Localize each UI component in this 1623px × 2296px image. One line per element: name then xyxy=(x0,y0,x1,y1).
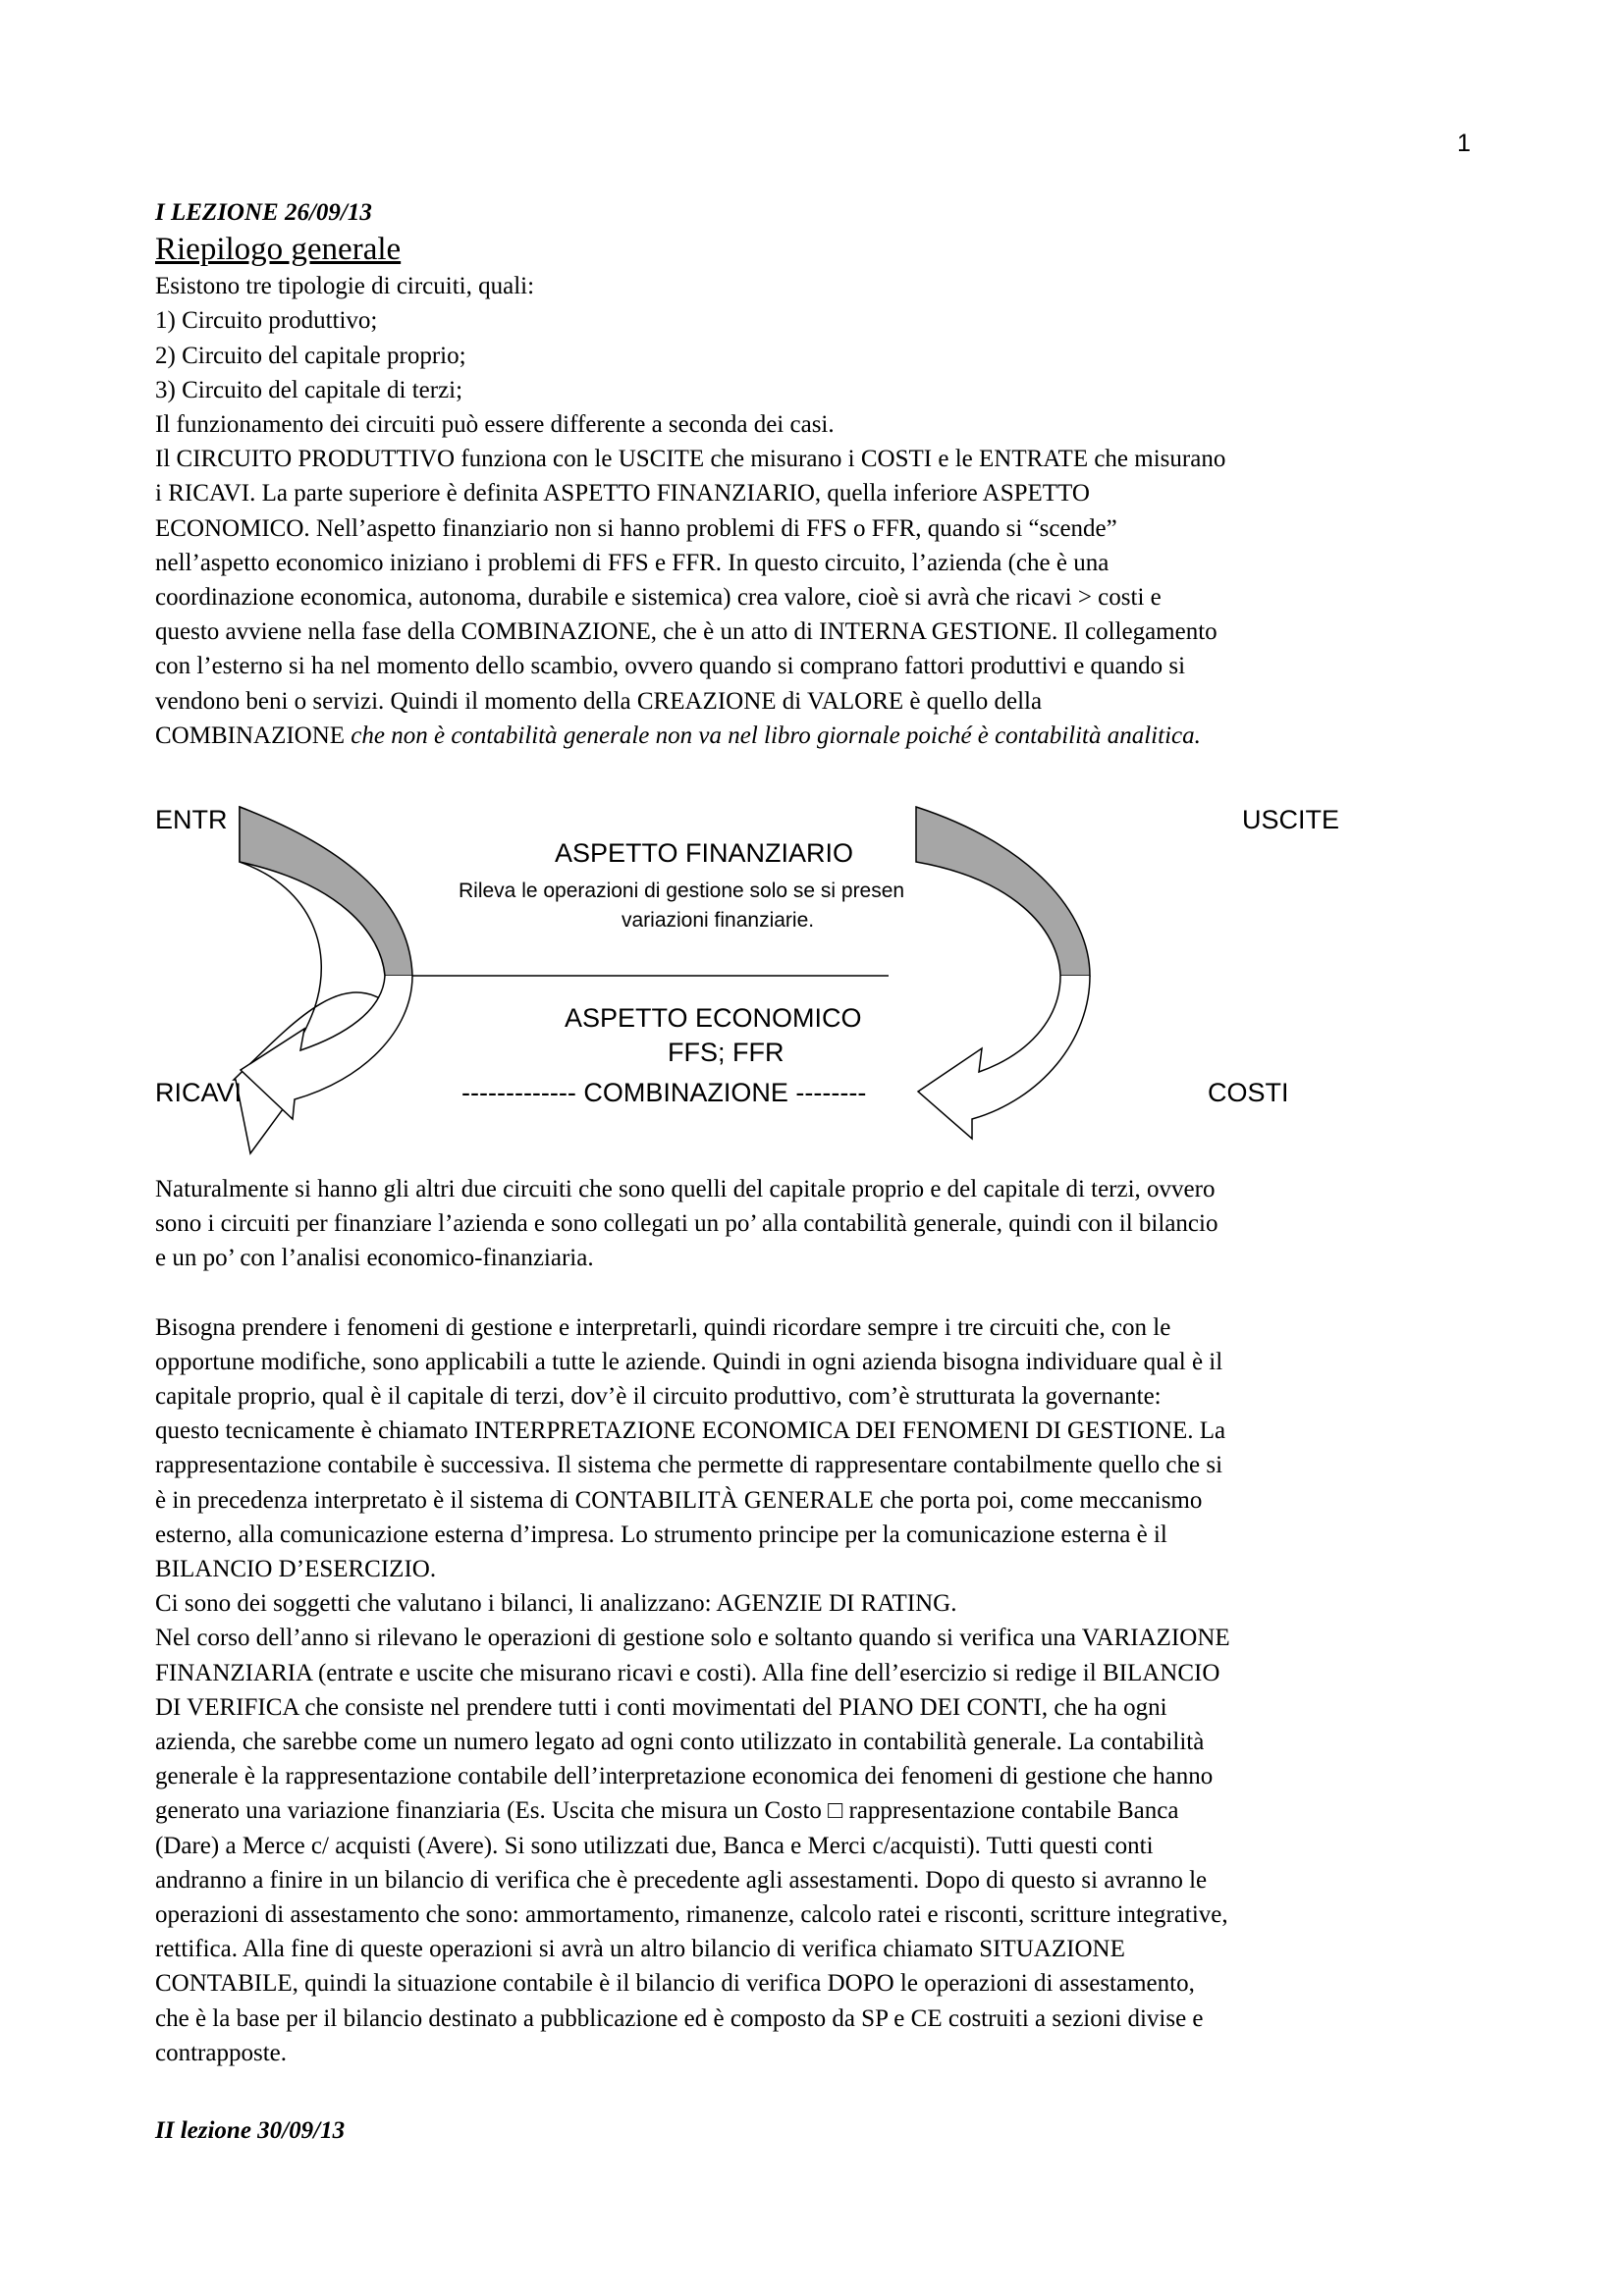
label-aspetto-economico: ASPETTO ECONOMICO xyxy=(565,1003,862,1033)
text-line: rettifica. Alla fine di queste operazioni si avrà un altro bilancio di verifica chiamato SITUAZIONE xyxy=(155,1936,1125,1963)
finanziario-note-line-2: variazioni finanziarie. xyxy=(622,909,815,932)
right-arrow-gray-band xyxy=(916,807,1090,976)
body-section xyxy=(155,1172,1490,2070)
combinazione-word: COMBINAZIONE xyxy=(155,721,352,749)
label-costi: COSTI xyxy=(1208,1078,1289,1107)
text-line: esterno, alla comunicazione esterna d’impresa. Lo strumento principe per la comunicazione esterna è il xyxy=(155,1521,1167,1548)
label-aspetto-finanziario: ASPETTO FINANZIARIO xyxy=(555,838,854,868)
text-line: opportune modifiche, sono applicabili a tutte le aziende. Quindi in ogni azienda bisogna individuare qual è il xyxy=(155,1348,1223,1375)
label-combinazione: ------------- COMBINAZIONE -------- xyxy=(461,1078,867,1107)
text-line: ECONOMICO. Nell’aspetto finanziario non si hanno problemi di FFS o FFR, quando si “scende” xyxy=(155,514,1117,542)
page-number: 1 xyxy=(1457,130,1471,157)
text-line: rappresentazione contabile è successiva. Il sistema che permette di rappresentare contabilmente quello che si xyxy=(155,1452,1223,1479)
label-entrate: ENTR xyxy=(155,805,228,834)
lesson-date-heading: I LEZIONE 26/09/13 xyxy=(155,199,372,226)
text-line: andranno a finire in un bilancio di verifica che è precedente agli assestamenti. Dopo di questo si avranno le xyxy=(155,1866,1208,1894)
text-line: i RICAVI. La parte superiore è definita ASPETTO FINANZIARIO, quella inferiore ASPETTO xyxy=(155,480,1090,507)
next-lesson-heading: II lezione 30/09/13 xyxy=(155,2117,346,2144)
text-line: questo avviene nella fase della COMBINAZIONE, che è un atto di INTERNA GESTIONE. Il collegamento xyxy=(155,618,1217,646)
text-line: Il funzionamento dei circuiti può essere differente a seconda dei casi. xyxy=(155,411,835,439)
text-line: 3) Circuito del capitale di terzi; xyxy=(155,376,463,403)
text-line: generale è la rappresentazione contabile dell’interpretazione economica dei fenomeni di gestione che hanno xyxy=(155,1763,1214,1790)
finanziario-note-line-1: Rileva le operazioni di gestione solo se si presen xyxy=(459,880,905,902)
text-line: è in precedenza interpretato è il sistema di CONTABILITÀ GENERALE che porta poi, come meccanismo xyxy=(155,1486,1203,1514)
label-uscite: USCITE xyxy=(1242,805,1340,834)
intro-section xyxy=(155,195,1490,753)
text-line: capitale proprio, qual è il capitale di terzi, dov’è il circuito produttivo, com’è strutturata la governante: xyxy=(155,1383,1162,1411)
italic-note: che non è contabilità generale non va nel libro giornale poiché è contabilità analitica. xyxy=(351,721,1201,749)
circuit-diagram xyxy=(0,785,1623,1158)
label-ricavi: RICAVI xyxy=(155,1078,243,1107)
text-line: Naturalmente si hanno gli altri due circuiti che sono quelli del capitale proprio e del capitale di terzi, ovvero xyxy=(155,1176,1216,1202)
text-line: contrapposte. xyxy=(155,2039,287,2066)
text-line: questo tecnicamente è chiamato INTERPRETAZIONE ECONOMICA DEI FENOMENI DI GESTIONE. La xyxy=(155,1417,1226,1445)
text-line: DI VERIFICA che consiste nel prendere tutti i conti movimentati del PIANO DEI CONTI, che ha ogni xyxy=(155,1693,1167,1721)
right-arrow-lower-outline xyxy=(918,976,1090,1139)
text-line-combinazione xyxy=(155,719,1490,753)
text-line: FINANZIARIA (entrate e uscite che misurano ricavi e costi). Alla fine dell’esercizio si redige il BILANCIO xyxy=(155,1659,1220,1686)
text-line: Nel corso dell’anno si rilevano le operazioni di gestione solo e soltanto quando si verifica una VARIAZIONE xyxy=(155,1625,1230,1652)
text-line: che è la base per il bilancio destinato a pubblicazione ed è composto da SP e CE costruiti a sezioni divise e xyxy=(155,2004,1204,2032)
text-line: 2) Circuito del capitale proprio; xyxy=(155,342,466,369)
text-line: nell’aspetto economico iniziano i problemi di FFS e FFR. In questo circuito, l’azienda (che è una xyxy=(155,549,1109,576)
text-line: Ci sono dei soggetti che valutano i bilanci, li analizzano: AGENZIE DI RATING. xyxy=(155,1590,957,1618)
text-line: BILANCIO D’ESERCIZIO. xyxy=(155,1556,437,1583)
text-line: con l’esterno si ha nel momento dello scambio, ovvero quando si comprano fattori produttivi e quando si xyxy=(155,653,1186,680)
text-line: coordinazione economica, autonoma, durabile e sistemica) crea valore, cioè si avrà che ricavi > costi e xyxy=(155,584,1162,612)
text-line: e un po’ con l’analisi economico-finanziaria. xyxy=(155,1245,594,1272)
paragraph-gap xyxy=(155,1276,1490,1310)
text-line: Esistono tre tipologie di circuiti, quali: xyxy=(155,273,535,300)
text-line: Bisogna prendere i fenomeni di gestione e interpretarli, quindi ricordare sempre i tre circuiti che, con le xyxy=(155,1313,1171,1341)
text-line: (Dare) a Merce c/ acquisti (Avere). Si sono utilizzati due, Banca e Merci c/acquisti). Tutti questi conti xyxy=(155,1832,1154,1859)
text-line: vendono beni o servizi. Quindi il momento della CREAZIONE di VALORE è quello della xyxy=(155,687,1043,715)
text-line: Il CIRCUITO PRODUTTIVO funziona con le USCITE che misurano i COSTI e le ENTRATE che misurano xyxy=(155,446,1226,473)
text-line: CONTABILE, quindi la situazione contabile è il bilancio di verifica DOPO le operazioni di assestamento, xyxy=(155,1970,1195,1998)
text-line: sono i circuiti per finanziare l’azienda e sono collegati un po’ alla contabilità generale, quindi con il bilancio xyxy=(155,1210,1218,1238)
text-line: 1) Circuito produttivo; xyxy=(155,307,378,335)
text-line: generato una variazione finanziaria (Es. Uscita che misura un Costo □ rappresentazione contabile Banca xyxy=(155,1797,1179,1825)
section-title: Riepilogo generale xyxy=(155,232,402,268)
text-line: operazioni di assestamento che sono: ammortamento, rimanenze, calcolo ratei e risconti, scritture integrative, xyxy=(155,1901,1228,1929)
label-ffs-ffr: FFS; FFR xyxy=(668,1038,784,1067)
text-line: azienda, che sarebbe come un numero legato ad ogni conto utilizzato in contabilità generale. La contabilità xyxy=(155,1729,1205,1756)
